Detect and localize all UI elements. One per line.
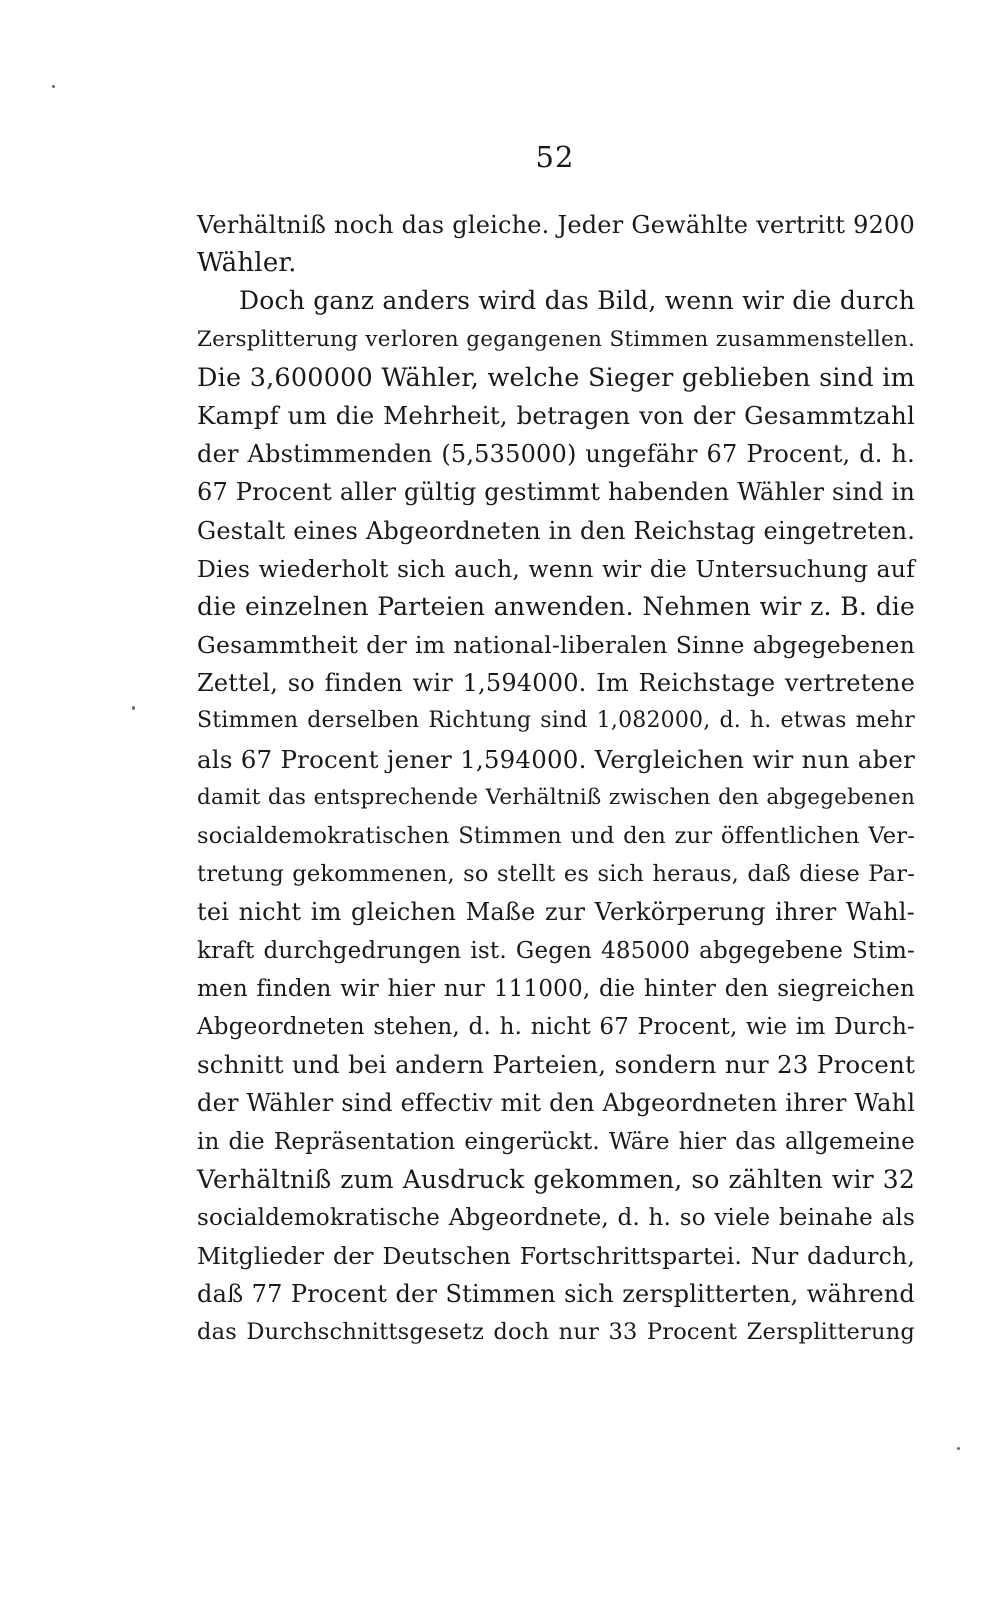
- text-line: daß 77 Procent der Stimmen sich zersplitterten, während: [197, 1280, 915, 1309]
- text-line: Dies wiederholt sich auch, wenn wir die Untersuchung auf: [197, 554, 915, 583]
- text-line: das Durchschnittsgesetz doch nur 33 Procent Zersplitterung: [197, 1319, 915, 1346]
- text-line: kraft durchgedrungen ist. Gegen 485000 abgegebene Stim-: [197, 937, 915, 964]
- print-speck: [957, 1447, 960, 1450]
- text-line: Kampf um die Mehrheit, betragen von der Gesammtzahl: [197, 400, 915, 430]
- text-line: Die 3,600000 Wähler, welche Sieger geblieben sind im: [197, 362, 915, 393]
- text-line: Mitglieder der Deutschen Fortschrittspartei. Nur dadurch,: [197, 1242, 915, 1271]
- text-line: Verhältniß zum Ausdruck gekommen, so zählten wir 32: [197, 1164, 915, 1194]
- text-line: 67 Procent aller gültig gestimmt habenden Wähler sind in: [197, 478, 915, 507]
- text-line: Wähler.: [197, 248, 297, 279]
- text-line: Zettel, so finden wir 1,594000. Im Reichstage vertretene: [197, 669, 915, 698]
- text-line: men finden wir hier nur 111000, die hinter den siegreichen: [197, 975, 915, 1002]
- text-line: Zersplitterung verloren gegangenen Stimmen zusammenstellen.: [197, 326, 915, 352]
- text-line: tei nicht im gleichen Maße zur Verkörperung ihrer Wahl-: [197, 898, 915, 927]
- body-text: [197, 206, 915, 1352]
- text-line: der Wähler sind effectiv mit den Abgeordneten ihrer Wahl: [197, 1089, 916, 1118]
- print-speck: [52, 85, 55, 88]
- text-line: Stimmen derselben Richtung sind 1,082000, d. h. etwas mehr: [197, 708, 915, 734]
- text-line: socialdemokratischen Stimmen und den zur öffentlichen Ver-: [197, 823, 915, 849]
- text-line: socialdemokratische Abgeordnete, d. h. so viele beinahe als: [197, 1204, 915, 1231]
- text-line: tretung gekommenen, so stellt es sich heraus, daß diese Par-: [197, 861, 915, 888]
- text-line: Gestalt eines Abgeordneten in den Reichstag eingetreten.: [197, 516, 916, 545]
- print-speck: [132, 706, 135, 710]
- page-number: 52: [535, 140, 575, 174]
- text-line: Verhältniß noch das gleiche. Jeder Gewählte vertritt 9200: [197, 211, 915, 239]
- text-line: der Abstimmenden (5,535000) ungefähr 67 Procent, d. h.: [197, 440, 915, 469]
- text-line: Doch ganz anders wird das Bild, wenn wir die durch: [239, 286, 915, 316]
- text-line: schnitt und bei andern Parteien, sondern nur 23 Procent: [197, 1050, 915, 1080]
- text-line: in die Repräsentation eingerückt. Wäre hier das allgemeine: [197, 1128, 915, 1155]
- text-line: damit das entsprechende Verhältniß zwischen den abgegebenen: [197, 784, 915, 810]
- text-line: Abgeordneten stehen, d. h. nicht 67 Procent, wie im Durch-: [197, 1013, 915, 1040]
- text-line: Gesammtheit der im national-liberalen Sinne abgegebenen: [197, 631, 915, 660]
- text-line: als 67 Procent jener 1,594000. Vergleichen wir nun aber: [197, 744, 915, 774]
- text-line: die einzelnen Parteien anwenden. Nehmen wir z. B. die: [197, 591, 915, 621]
